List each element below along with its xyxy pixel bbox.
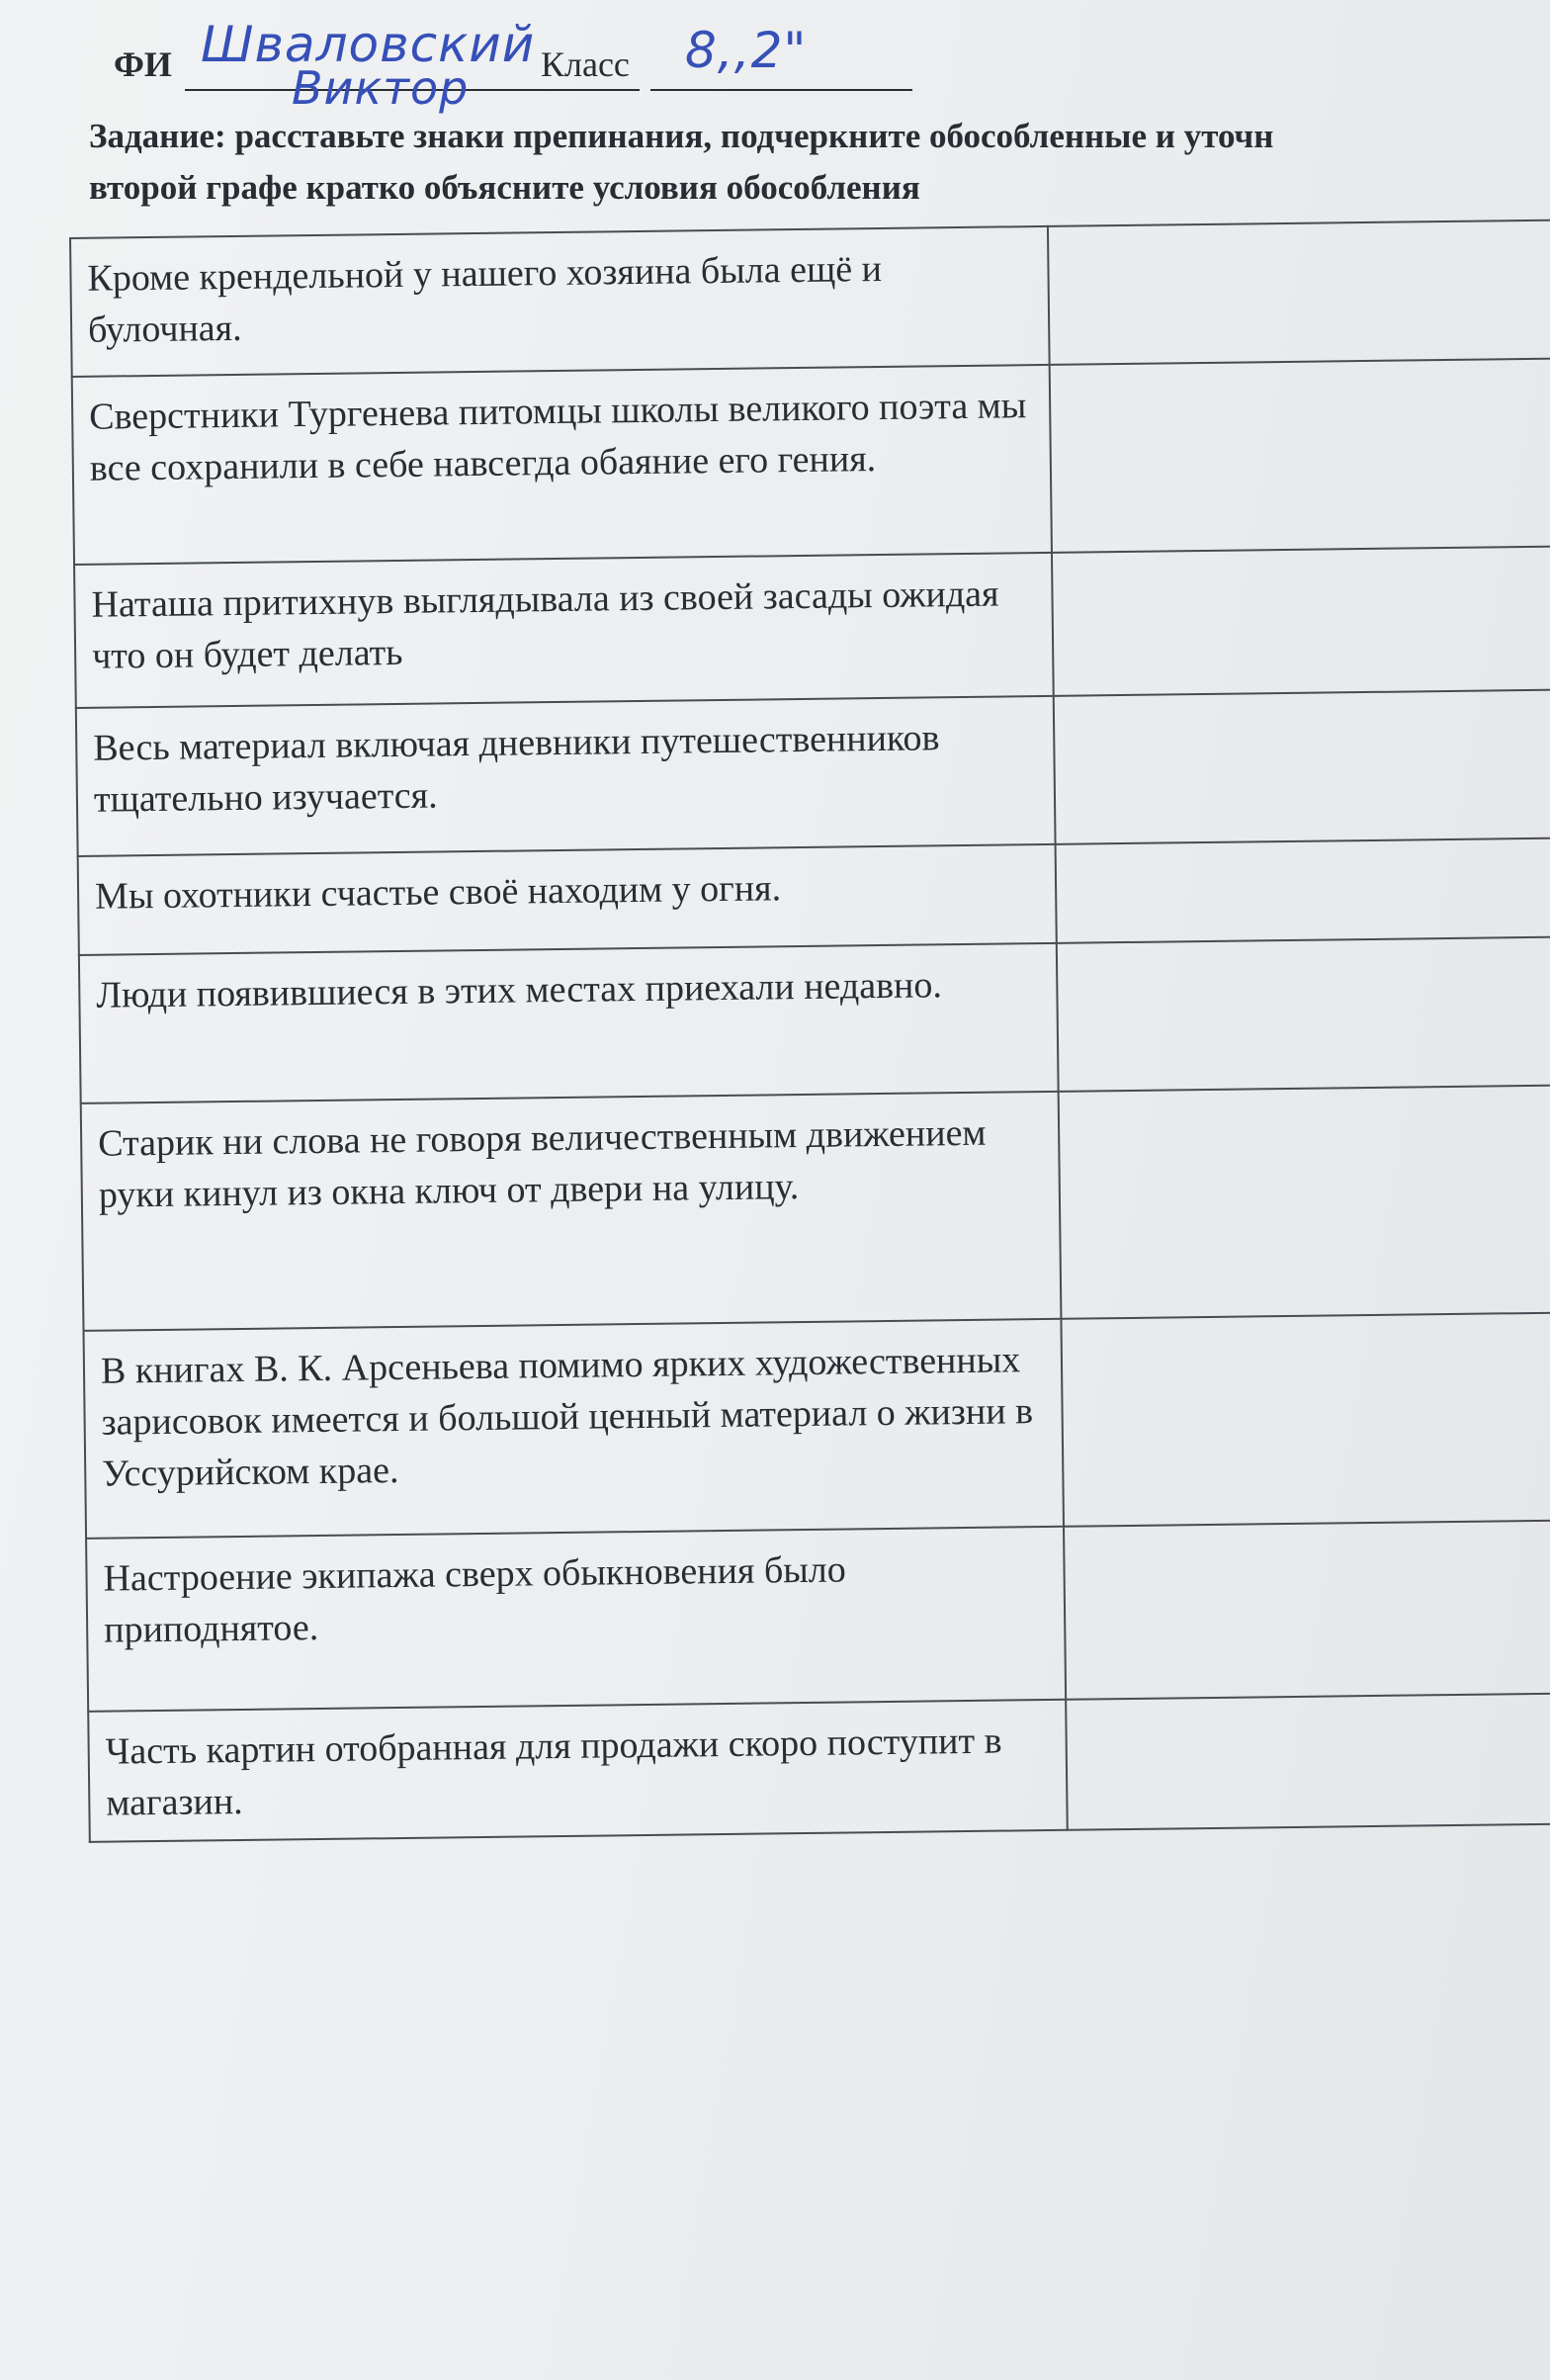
task-line-1: Задание: расставьте знаки препинания, подчеркните обособленные и уточн <box>89 117 1274 155</box>
table-row <box>78 837 1550 955</box>
table-row <box>88 1693 1550 1842</box>
table-row <box>86 1520 1550 1712</box>
sentence-cell: Кроме крендельной у нашего хозяина была ещё и булочная. <box>70 226 1050 377</box>
sentence-cell: Настроение экипажа сверх обыкновения было приподнятое. <box>86 1527 1066 1712</box>
sentence-cell: Часть картин отобранная для продажи скоро поступит в магазин. <box>88 1700 1068 1842</box>
table-row <box>72 358 1550 565</box>
table-row <box>76 689 1550 856</box>
task-line-2: второй графе кратко объясните условия обособления <box>89 168 920 207</box>
sentence-cell: Старик ни слова не говоря величественным движением руки кинул из окна ключ от двери на улицу. <box>81 1092 1062 1331</box>
sentence-cell: Сверстники Тургенева питомцы школы великого поэта мы все сохранили в себе навсегда обаяние его гения. <box>72 365 1052 565</box>
answer-cell[interactable] <box>1057 936 1550 1092</box>
table-row <box>70 220 1550 377</box>
sentence-cell: Мы охотники счастье своё находим у огня. <box>78 844 1057 955</box>
class-label: Класс <box>541 44 630 84</box>
sentence-cell: Наташа притихнув выглядывала из своей засады ожидая что он будет делать <box>74 553 1054 708</box>
handwritten-firstname: Виктор <box>292 61 470 115</box>
sentence-cell: Весь материал включая дневники путешественников тщательно изучается. <box>76 696 1056 856</box>
answer-cell[interactable] <box>1059 1085 1550 1319</box>
table-row <box>81 1085 1550 1331</box>
answer-cell[interactable] <box>1050 358 1550 553</box>
sentence-cell: В книгах В. К. Арсеньева помимо ярких художественных зарисовок имеется и большой ценный материал о жизни в Уссурийском крае. <box>84 1319 1065 1539</box>
answer-cell[interactable] <box>1052 546 1550 696</box>
answer-cell[interactable] <box>1064 1520 1550 1700</box>
class-underline <box>650 89 912 91</box>
sentence-cell: Люди появившиеся в этих местах приехали недавно. <box>79 943 1059 1103</box>
table-row <box>79 936 1550 1103</box>
name-label: ФИ <box>114 44 172 84</box>
answer-cell[interactable] <box>1048 220 1550 365</box>
header <box>114 16 1102 115</box>
table-row <box>74 546 1550 708</box>
answer-cell[interactable] <box>1062 1312 1550 1527</box>
handwritten-surname: Шваловский <box>201 16 536 73</box>
answer-cell[interactable] <box>1054 689 1550 844</box>
answer-cell[interactable] <box>1056 837 1550 943</box>
answer-cell[interactable] <box>1066 1693 1550 1830</box>
handwritten-class: 8,,2" <box>685 22 808 79</box>
exercise-table <box>69 219 1550 1843</box>
table-row <box>84 1312 1550 1539</box>
task-instruction <box>89 111 1550 214</box>
